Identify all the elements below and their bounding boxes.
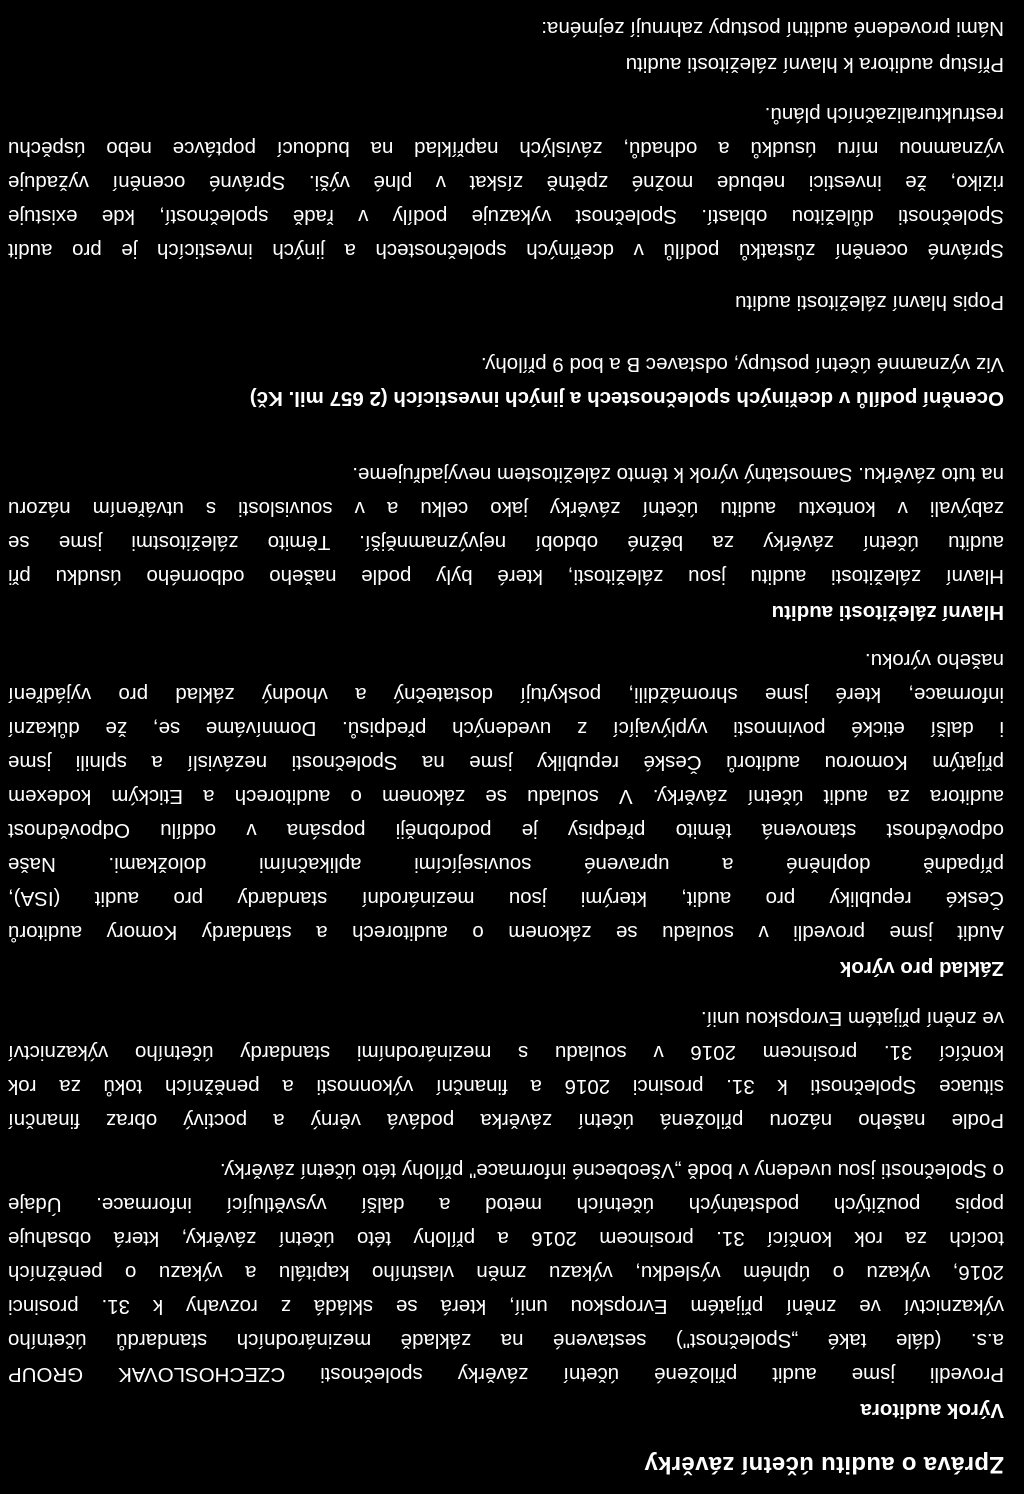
basis-line: případně doplněné a upravené souvisejícími aplikačními doložkami. Naše bbox=[8, 853, 1004, 876]
basis-line: přijatým Komorou auditorů České republiky jsme na Společnosti nezávislí a splnili jsme bbox=[8, 751, 1004, 774]
basis-line: Audit jsme provedli v souladu se zákonem o auditorech a standardy Komory auditorů bbox=[8, 921, 1004, 944]
opinion-line: popis použitých podstatných účetních metod a další vysvětlující informace. Údaje bbox=[8, 1193, 1004, 1216]
valuation-line: významnou míru úsudků a odhadů, závislých například na budoucí poptávce nebo úspěchu bbox=[8, 137, 1004, 160]
opinion-line: situace Společnosti k 31. prosinci 2016 a finanční výkonnosti a peněžních toků za rok bbox=[8, 1075, 1004, 1098]
basis-line: našeho výroku. bbox=[864, 649, 1004, 672]
opinion-line: výkaznictví ve znění přijatém Evropskou unií, která se skládá z rozvahy k 31. prosinci bbox=[8, 1295, 1004, 1318]
valuation-description-heading: Popis hlavní záležitosti auditu bbox=[735, 291, 1004, 314]
opinion-line: 2016, výkazu o úplném výsledku, výkazu změn vlastního kapitálu a výkazu o peněžních bbox=[8, 1261, 1004, 1284]
basis-line: informace, které jsme shromáždili, poskytují dostatečný a vhodný základ pro vyjádření bbox=[8, 683, 1004, 706]
opinion-line: ve znění přijatém Evropskou unií. bbox=[700, 1007, 1004, 1030]
opinion-line: o Společnosti jsou uvedeny v bodě „Všeobecné informace" přílohy této účetní závěrky. bbox=[219, 1159, 1004, 1182]
key-matters-line: na tuto závěrku. Samostatný výrok k těmto záležitostem nevyjadřujeme. bbox=[352, 463, 1004, 486]
key-matters-line: auditu účetní závěrky za běžné období nejvýznamnější. Těmito záležitostmi jsme se bbox=[8, 531, 1004, 554]
opinion-line: končící 31. prosincem 2016 v souladu s mezinárodními standardy účetního výkaznictví bbox=[8, 1041, 1004, 1064]
procedures-heading: Přístup auditora k hlavní záležitosti auditu bbox=[625, 53, 1004, 76]
basis-line: České republiky pro audit, kterými jsou mezinárodní standardy pro audit (ISA), bbox=[8, 887, 1004, 910]
key-matters-line: zabývali v kontextu auditu účetní závěrky jako celku a v souvislosti s utvářením názoru bbox=[8, 497, 1004, 520]
basis-line: i další etické povinnosti vyplývající z uvedených předpisů. Domníváme se, že důkazní bbox=[8, 717, 1004, 740]
valuation-line: restrukturalizačních plánů. bbox=[764, 103, 1004, 126]
procedures-intro: Námi provedené auditní postupy zahrnují zejména: bbox=[541, 17, 1004, 40]
basis-line: auditora za audit účetní závěrky. V souladu se zákonem o auditorech a Etickým kodexem bbox=[8, 785, 1004, 808]
basis-heading: Základ pro výrok bbox=[839, 957, 1004, 980]
valuation-line: riziko, že investici nebude možné zpětně získat v plné výši. Správné ocenění vyžaduje bbox=[8, 171, 1004, 194]
opinion-line: tocích za rok končící 31. prosincem 2016 a přílohy této účetní závěrky, která obsahuje bbox=[8, 1227, 1004, 1250]
basis-line: odpovědnost stanovená těmito předpisy je podrobněji popsána v oddílu Odpovědnost bbox=[8, 819, 1004, 842]
valuation-heading: Ocenění podílů v dceřiných společnostech a jiných investicích (2 657 mil. Kč) bbox=[249, 387, 1004, 410]
opinion-line: a.s. (dále také „Společnost") sestavené na základě mezinárodních standardů účetního bbox=[8, 1329, 1004, 1352]
opinion-heading: Výrok auditora bbox=[860, 1399, 1004, 1422]
opinion-line: Provedli jsme audit přiložené účetní závěrky společnosti CZECHOSLOVAK GROUP bbox=[8, 1363, 1004, 1386]
valuation-line: Společnosti důležitou oblastí. Společnost vykazuje podíly v řadě společností, kde existuje bbox=[8, 205, 1004, 228]
report-title: Zpráva o auditu účetní závěrky bbox=[644, 1451, 1004, 1478]
key-matters-heading: Hlavní záležitosti auditu bbox=[771, 601, 1004, 624]
key-matters-line: Hlavní záležitosti auditu jsou záležitosti, které byly podle našeho odborného úsudku při bbox=[8, 565, 1004, 588]
opinion-line: Podle našeho názoru přiložená účetní závěrka podává věrný a poctivý obraz finanční bbox=[8, 1109, 1004, 1132]
valuation-reference: Viz významné účetní postupy, odstavec B a bod 9 přílohy. bbox=[480, 353, 1004, 376]
valuation-line: Správné ocenění zůstatků podílů v dceřiných společnostech a jiných investicích je pro audit bbox=[8, 239, 1004, 262]
